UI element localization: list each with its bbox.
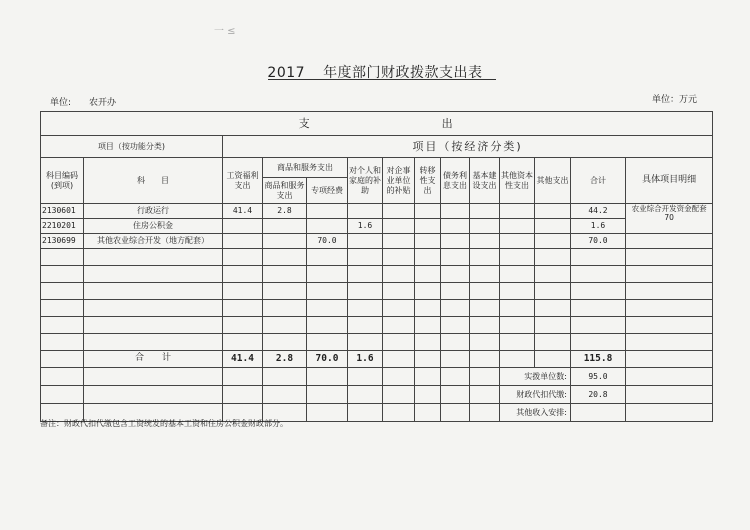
row-code: 2130601	[41, 204, 84, 219]
details-header: 具体项目明细	[626, 158, 713, 204]
table-row	[41, 249, 713, 266]
unit-left-label: 单位:	[50, 98, 72, 108]
table-row	[41, 317, 713, 334]
title-year: 2017	[267, 65, 306, 81]
extra-value	[571, 404, 626, 422]
goods-services-sub-header: 商品和服务支出	[263, 178, 307, 204]
table-row	[41, 219, 713, 234]
table-row	[41, 266, 713, 283]
sum-label: 合 计	[84, 351, 223, 368]
economic-header: 项目（按经济分类)	[223, 136, 713, 158]
row-special	[307, 204, 348, 219]
goods-services-header: 商品和服务支出	[263, 158, 348, 178]
sum-total: 115.8	[571, 351, 626, 368]
footnote: 备注：财政代扣代缴包含工资统发的基本工资和住房公积金财政部分。	[40, 419, 288, 428]
expenditure-header: 支 出	[41, 112, 713, 136]
extra-value: 95.0	[571, 368, 626, 386]
code-header: 科目编码(到项)	[41, 158, 84, 204]
functional-header: 项目（按功能分类)	[41, 136, 223, 158]
row-goods: 2.8	[263, 204, 307, 219]
row-goods	[263, 219, 307, 234]
extra-row	[41, 386, 713, 404]
sum-salary: 41.4	[223, 351, 263, 368]
row-total: 70.0	[571, 234, 626, 249]
sum-row	[41, 351, 713, 368]
sum-personal: 1.6	[348, 351, 383, 368]
row-detail: 农业综合开发资金配套70	[626, 204, 713, 234]
row-salary: 41.4	[223, 204, 263, 219]
enterprise-header: 对企事业单位的补贴	[383, 158, 415, 204]
title-underline	[268, 79, 496, 80]
other-capital-header: 其他资本性支出	[500, 158, 535, 204]
title-text: 年度部门财政拨款支出表	[323, 65, 483, 81]
row-code: 2210201	[41, 219, 84, 234]
row-special: 70.0	[307, 234, 348, 249]
extra-label: 财政代扣代缴:	[500, 386, 571, 404]
row-subject: 住房公积金	[84, 219, 223, 234]
row-salary	[223, 234, 263, 249]
table-row	[41, 300, 713, 317]
expenditure-table	[40, 111, 713, 422]
row-total: 1.6	[571, 219, 626, 234]
personal-header: 对个人和家庭的补助	[348, 158, 383, 204]
row-subject: 行政运行	[84, 204, 223, 219]
table-row	[41, 283, 713, 300]
extra-label: 其他收入安排:	[500, 404, 571, 422]
extra-label: 实拨单位数:	[500, 368, 571, 386]
row-personal	[348, 204, 383, 219]
row-personal: 1.6	[348, 219, 383, 234]
subject-header: 科 目	[84, 158, 223, 204]
extra-value: 20.8	[571, 386, 626, 404]
unit-left-value: 农开办	[89, 98, 117, 108]
sum-goods: 2.8	[263, 351, 307, 368]
sum-special: 70.0	[307, 351, 348, 368]
unit-right: 单位：万元	[652, 95, 698, 105]
table-row	[41, 234, 713, 249]
row-code: 2130699	[41, 234, 84, 249]
special-header: 专项经费	[307, 178, 348, 204]
row-total: 44.2	[571, 204, 626, 219]
transfer-header: 转移性支出	[415, 158, 441, 204]
debt-header: 债务利息支出	[441, 158, 470, 204]
other-header: 其他支出	[535, 158, 571, 204]
salary-header: 工资福利支出	[223, 158, 263, 204]
row-special	[307, 219, 348, 234]
table-row	[41, 204, 713, 219]
total-header: 合计	[571, 158, 626, 204]
row-subject: 其他农业综合开发（地方配套）	[84, 234, 223, 249]
row-personal	[348, 234, 383, 249]
unit-left	[50, 95, 116, 108]
row-salary	[223, 219, 263, 234]
table-row	[41, 334, 713, 351]
capital-header: 基本建设支出	[470, 158, 500, 204]
row-goods	[263, 234, 307, 249]
scan-mark: 一 ≤	[214, 26, 236, 37]
extra-row	[41, 368, 713, 386]
